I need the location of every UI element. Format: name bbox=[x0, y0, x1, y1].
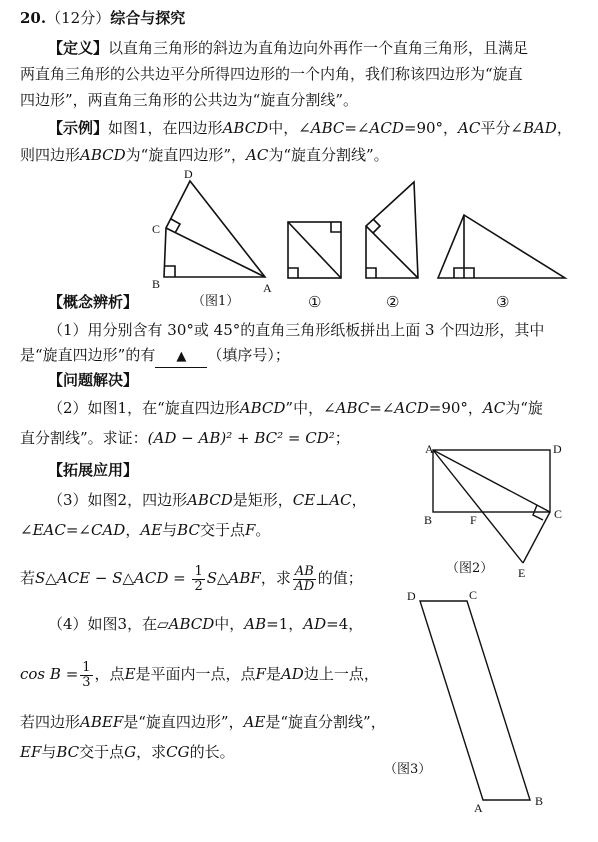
s-ace: S△ACE bbox=[35, 569, 91, 587]
text-run: 的长。 bbox=[189, 743, 235, 761]
s-acd: S△ACD bbox=[112, 569, 169, 587]
math-var: CAD bbox=[90, 521, 126, 539]
math-var: CG bbox=[166, 743, 190, 761]
text-run: ， bbox=[125, 521, 141, 539]
fig2-line-ae bbox=[433, 450, 523, 563]
math-var: ABCD bbox=[80, 146, 126, 164]
text-run: 是“旋直分割线”， bbox=[265, 713, 386, 731]
fig2-label-d: D bbox=[553, 442, 562, 456]
fig2-caption: （图2） bbox=[446, 561, 494, 576]
fraction-denominator: 3 bbox=[82, 674, 91, 690]
math-var: E bbox=[124, 665, 136, 683]
text-run: − bbox=[90, 569, 113, 587]
fig2-label-c: C bbox=[554, 507, 563, 521]
fig2-label-a: A bbox=[425, 442, 434, 456]
text-run: 是“旋直四边形”， bbox=[123, 713, 244, 731]
fraction-denominator: 2 bbox=[194, 578, 203, 594]
extension-tag: 【拓展应用】 bbox=[48, 461, 139, 479]
fig1-label-b: B bbox=[152, 277, 161, 291]
math-var: ACD bbox=[369, 119, 404, 137]
text-run: 为“旋 bbox=[505, 399, 543, 417]
math-var: F bbox=[244, 521, 256, 539]
text-run: ，求 bbox=[136, 743, 167, 761]
math-var: ACD bbox=[394, 399, 429, 417]
math-var: ABCD bbox=[222, 119, 269, 137]
fraction-numerator: 1 bbox=[82, 659, 91, 675]
text-run: 直分割线”。求证： bbox=[20, 429, 148, 447]
text-run: =∠ bbox=[65, 521, 91, 539]
definition-line-3: 四边形”，两直角三角形的公共边为“旋直分割线”。 bbox=[20, 91, 359, 109]
text-run: ⊥ bbox=[315, 491, 330, 509]
text-run: 则四边形 bbox=[20, 146, 81, 164]
text-run: 交于点 bbox=[79, 743, 125, 761]
text-run: 若四边形 bbox=[20, 713, 81, 731]
math-var: AC bbox=[458, 119, 481, 137]
text-run: ，求 bbox=[260, 569, 291, 587]
option-3-label: ③ bbox=[496, 293, 510, 311]
text-run: ，点 bbox=[94, 665, 125, 683]
math-var: F bbox=[255, 665, 266, 683]
definition-text-1: 以直角三角形的斜边为直角边向外再作一个直角三角形，且满足 bbox=[108, 39, 529, 57]
fig3-label-a: A bbox=[474, 801, 483, 815]
math-var: BC bbox=[56, 743, 80, 761]
fig1-label-c: C bbox=[152, 222, 161, 236]
text-run: ”中，∠ bbox=[285, 399, 336, 417]
example-tag: 【示例】 bbox=[48, 119, 109, 137]
math-var: AD bbox=[303, 615, 327, 633]
text-run: =∠ bbox=[344, 119, 370, 137]
figure-2 bbox=[433, 450, 550, 563]
fig1-label-a: A bbox=[263, 281, 272, 295]
math-var: G bbox=[124, 743, 137, 761]
fig3-caption: （图3） bbox=[384, 762, 432, 777]
text-run: =4， bbox=[326, 615, 364, 633]
math-var: AD bbox=[280, 665, 304, 683]
text-run: 如图1，在四边形 bbox=[108, 119, 223, 137]
q1-line-1: （1）用分别含有 30°或 45°的直角三角形纸板拼出上面 3 个四边形，其中 bbox=[48, 321, 545, 339]
text-run: = bbox=[168, 569, 191, 587]
fig1-label-d: D bbox=[184, 167, 193, 181]
fig3-parallelogram bbox=[420, 601, 530, 800]
text-run: ； bbox=[334, 429, 350, 447]
math-var: ABC bbox=[310, 119, 345, 137]
text-run: （4）如图3，在▱ bbox=[48, 615, 169, 633]
text-run: =90°， bbox=[428, 399, 483, 417]
text-run: （填序号）； bbox=[207, 346, 290, 364]
s-abf: S△ABF bbox=[206, 569, 261, 587]
definition-line-2: 两直角三角形的公共边平分所得四边形的一个内角，我们称该四边形为“旋直 bbox=[20, 65, 523, 83]
text-run: 中， bbox=[214, 615, 245, 633]
text-run: 中，∠ bbox=[268, 119, 311, 137]
math-var: AC bbox=[246, 146, 269, 164]
text-run: 的值； bbox=[317, 569, 363, 587]
text-run: 边上一点， bbox=[303, 665, 379, 683]
concept-tag: 【概念辨析】 bbox=[48, 293, 139, 311]
problem-solving-tag: 【问题解决】 bbox=[48, 371, 139, 389]
text-run: 是矩形， bbox=[232, 491, 293, 509]
text-run: 与 bbox=[162, 521, 178, 539]
fig3-label-c: C bbox=[469, 588, 478, 602]
text-run: =∠ bbox=[369, 399, 395, 417]
text-run: 交于点 bbox=[199, 521, 245, 539]
text-run: 是 bbox=[265, 665, 281, 683]
problem-title: 综合与探究 bbox=[110, 9, 186, 27]
fraction-numerator: 1 bbox=[194, 563, 203, 579]
math-var: BC bbox=[177, 521, 200, 539]
fig1-caption: （图1） bbox=[192, 294, 240, 309]
text-run: ， bbox=[556, 119, 572, 137]
text-run: （3）如图2，四边形 bbox=[48, 491, 188, 509]
answer-blank[interactable]: ▲ bbox=[155, 347, 207, 368]
math-var: ABCD bbox=[187, 491, 233, 509]
problem-number: 20. bbox=[20, 9, 47, 27]
math-var: EAC bbox=[32, 521, 66, 539]
text-run: 平分∠ bbox=[480, 119, 523, 137]
text-run: 为“旋直四边形”， bbox=[125, 146, 246, 164]
text-run: 与 bbox=[41, 743, 57, 761]
text-run: ∠ bbox=[20, 521, 33, 539]
math-var: ABCD bbox=[168, 615, 215, 633]
definition-tag: 【定义】 bbox=[48, 39, 109, 57]
fig3-label-d: D bbox=[407, 589, 416, 603]
fig2-diagonal-ac bbox=[433, 450, 550, 512]
text-run: ， bbox=[351, 491, 367, 509]
math-var: EF bbox=[20, 743, 42, 761]
math-var: AC bbox=[482, 399, 506, 417]
text-run: 。 bbox=[255, 521, 271, 539]
math-var: ABCD bbox=[239, 399, 286, 417]
fig2-label-e: E bbox=[518, 566, 526, 580]
math-var: ABEF bbox=[80, 713, 124, 731]
math-var: AC bbox=[329, 491, 352, 509]
text-run: 若 bbox=[20, 569, 36, 587]
text-run: 是平面内一点，点 bbox=[135, 665, 256, 683]
fig2-line-ce bbox=[523, 512, 550, 563]
q2-formula: (AD − AB)² + BC² = CD² bbox=[147, 429, 335, 447]
text-run: =1， bbox=[266, 615, 304, 633]
fraction-numerator: AB bbox=[294, 563, 314, 579]
fraction-denominator: AD bbox=[294, 578, 315, 594]
text-run: =90°， bbox=[403, 119, 459, 137]
math-var: CE bbox=[292, 491, 316, 509]
text-run: 是“旋直四边形”的有 bbox=[20, 346, 156, 364]
cos-b: cos B = bbox=[20, 665, 79, 683]
figure-3 bbox=[420, 601, 530, 800]
math-var: BAD bbox=[522, 119, 557, 137]
math-var: AE bbox=[140, 521, 163, 539]
math-var: AE bbox=[243, 713, 266, 731]
math-var: ABC bbox=[335, 399, 370, 417]
option-1-label: ① bbox=[308, 293, 322, 311]
fig2-label-f: F bbox=[470, 513, 477, 527]
problem-score: （12分） bbox=[46, 9, 111, 27]
option-2-label: ② bbox=[386, 293, 400, 311]
fig3-label-b: B bbox=[535, 794, 544, 808]
text-run: （2）如图1，在“旋直四边形 bbox=[48, 399, 240, 417]
fig2-label-b: B bbox=[424, 513, 433, 527]
text-run: 为“旋直分割线”。 bbox=[268, 146, 389, 164]
math-var: AB bbox=[244, 615, 267, 633]
